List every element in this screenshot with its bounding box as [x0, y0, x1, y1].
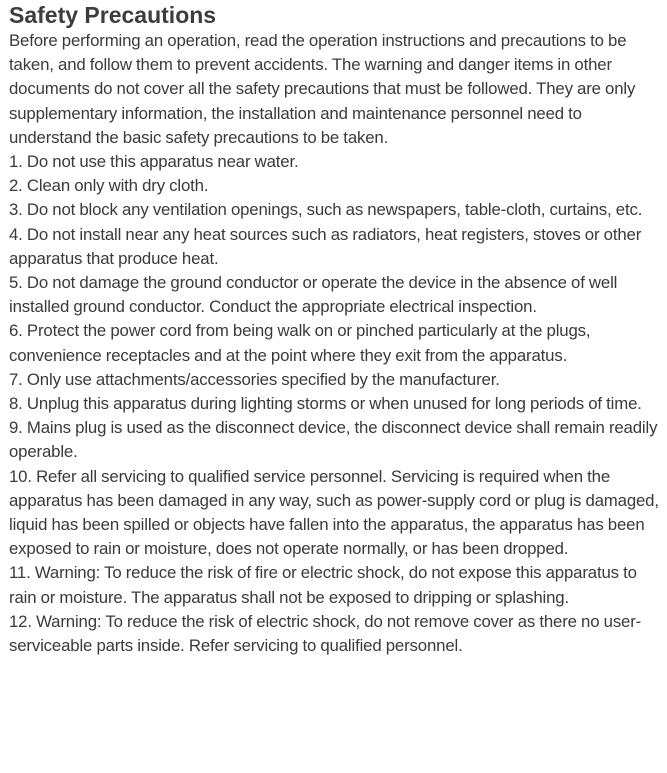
- list-item: 2. Clean only with dry cloth.: [9, 176, 209, 196]
- page-title: Safety Precautions: [9, 2, 217, 28]
- list-item: 3. Do not block any ventilation openings, such as newspapers, table-cloth, curtains, etc.: [9, 200, 643, 220]
- list-item: 11. Warning: To reduce the risk of fire or electric shock, do not expose this apparatus to rain or moisture. The apparatus shall not be exposed to dripping or splashing.: [9, 563, 637, 607]
- list-item: 8. Unplug this apparatus during lighting storms or when unused for long periods of time.: [9, 394, 642, 414]
- list-item: 10. Refer all servicing to qualified service personnel. Servicing is required when the apparatus has been damaged in any way, such as power-supply cord or plug is damaged, liquid has been spilled or objects have fallen into the apparatus, the apparatus has been exposed to rain or moisture, does not operate normally, or has been dropped.: [9, 466, 659, 559]
- precautions-list: [9, 150, 659, 658]
- intro-paragraph: Before performing an operation, read the operation instructions and precautions to be taken, and follow them to prevent accidents. The warning and danger items in other documents do not cover all the safety precautions that must be followed. They are only supplementary information, the installation and maintenance personnel need to understand the basic safety precautions to be taken.: [9, 31, 636, 147]
- list-item: 7. Only use attachments/accessories specified by the manufacturer.: [9, 369, 500, 389]
- list-item: 6. Protect the power cord from being walk on or pinched particularly at the plugs, convenience receptacles and at the point where they exit from the apparatus.: [9, 321, 591, 365]
- list-item: 9. Mains plug is used as the disconnect device, the disconnect device shall remain readily operable.: [9, 418, 658, 462]
- document-body: [9, 29, 659, 658]
- list-item: 12. Warning: To reduce the risk of electric shock, do not remove cover as there no user-serviceable parts inside. Refer servicing to qualified personnel.: [9, 611, 642, 656]
- list-item: 4. Do not install near any heat sources such as radiators, heat registers, stoves or other apparatus that produce heat.: [9, 224, 642, 268]
- list-item: 5. Do not damage the ground conductor or operate the device in the absence of well installed ground conductor. Conduct the appropriate electrical inspection.: [9, 273, 618, 317]
- list-item: 1. Do not use this apparatus near water.: [9, 152, 299, 172]
